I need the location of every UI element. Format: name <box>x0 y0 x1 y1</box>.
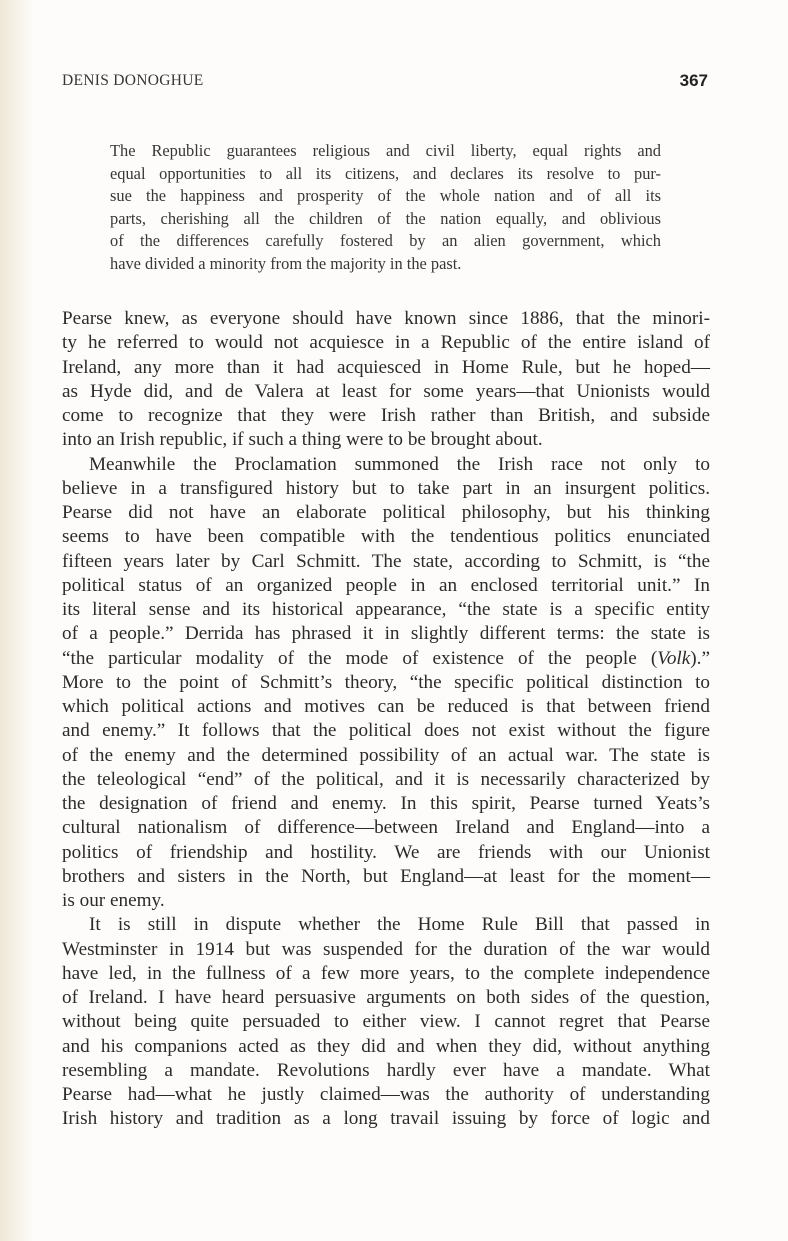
body-line: Pearse had—what he justly claimed—was the authority of understanding <box>62 1084 710 1105</box>
body-line: fifteen years later by Carl Schmitt. The state, according to Schmitt, is “the <box>62 550 710 572</box>
body-text <box>62 307 710 1132</box>
body-line: believe in a transfigured history but to take part in an insurgent politics. <box>62 477 710 499</box>
body-line: of the enemy and the determined possibility of an actual war. The state is <box>62 744 710 766</box>
volk-italic: Volk <box>657 647 691 669</box>
paragraph-2 <box>62 453 710 914</box>
page-number: 367 <box>679 71 708 90</box>
body-line: resembling a mandate. Revolutions hardly ever have a mandate. What <box>62 1059 710 1081</box>
body-line: brothers and sisters in the North, but England—at least for the moment— <box>62 865 710 887</box>
body-line: and enemy.” It follows that the political does not exist without the figure <box>62 720 710 742</box>
body-line: It is still in dispute whether the Home Rule Bill that passed in <box>89 914 710 936</box>
paragraph-3 <box>62 913 710 1131</box>
body-line: seems to have been compatible with the tendentious politics enunciated <box>62 526 710 548</box>
body-line: of a people.” Derrida has phrased it in slightly different terms: the state is <box>62 623 710 645</box>
body-line: cultural nationalism of difference—between Ireland and England—into a <box>62 817 710 839</box>
body-line: the designation of friend and enemy. In this spirit, Pearse turned Yeats’s <box>62 793 710 814</box>
page-gutter-shadow <box>0 0 34 1241</box>
body-line: is our enemy. <box>62 890 165 911</box>
body-line: politics of friendship and hostility. We are friends with our Unionist <box>62 841 710 863</box>
quote-line: parts, cherishing all the children of the nation equally, and oblivious <box>110 208 661 228</box>
body-line: have led, in the fullness of a few more years, to the complete independence <box>62 962 710 984</box>
quote-line: sue the happiness and prosperity of the whole nation and of all its <box>110 186 661 206</box>
body-line: Pearse knew, as everyone should have known since 1886, that the minori- <box>62 308 710 329</box>
body-line: without being quite persuaded to either view. I cannot regret that Pearse <box>62 1011 710 1033</box>
running-head-author: DENIS DONOGHUE <box>62 72 204 89</box>
body-line: More to the point of Schmitt’s theory, “the specific political distinction to <box>62 671 710 693</box>
body-line: Westminster in 1914 but was suspended for the duration of the war would <box>62 938 710 960</box>
body-line: ty he referred to would not acquiesce in a Republic of the entire island of <box>62 332 710 354</box>
body-line: Irish history and tradition as a long travail issuing by force of logic and <box>62 1108 710 1130</box>
body-line: its literal sense and its historical appearance, “the state is a specific entity <box>62 599 710 620</box>
paragraph-1 <box>62 307 710 453</box>
quote-line: have divided a minority from the majority in the past. <box>110 253 462 273</box>
body-line-volk <box>62 647 710 671</box>
body-line: Meanwhile the Proclamation summoned the Irish race not only to <box>89 453 710 475</box>
volk-line-before: “the particular modality of the mode of existence of the people ( <box>62 647 658 669</box>
body-line: come to recognize that they were Irish rather than British, and subside <box>62 405 710 426</box>
block-quote-proclamation <box>110 140 661 276</box>
quote-line: of the differences carefully fostered by an alien government, which <box>110 231 661 251</box>
body-line: the teleological “end” of the political, and it is necessarily characterized by <box>62 768 710 790</box>
body-line: as Hyde did, and de Valera at least for some years—that Unionists would <box>62 380 710 402</box>
quote-line: equal opportunities to all its citizens, and declares its resolve to pur- <box>110 163 661 183</box>
body-line: Pearse did not have an elaborate political philosophy, but his thinking <box>62 502 710 523</box>
body-line: and his companions acted as they did and when they did, without anything <box>62 1035 710 1057</box>
running-head <box>62 70 708 94</box>
body-line: Ireland, any more than it had acquiesced in Home Rule, but he hoped— <box>62 356 710 378</box>
body-line: of Ireland. I have heard persuasive arguments on both sides of the question, <box>62 987 710 1008</box>
quote-line: The Republic guarantees religious and civil liberty, equal rights and <box>110 141 661 160</box>
body-line: political status of an organized people in an enclosed territorial unit.” In <box>62 574 710 596</box>
body-line: into an Irish republic, if such a thing were to be brought about. <box>62 429 543 451</box>
volk-line-after: ).” <box>690 647 710 669</box>
body-line: which political actions and motives can be reduced is that between friend <box>62 696 710 717</box>
